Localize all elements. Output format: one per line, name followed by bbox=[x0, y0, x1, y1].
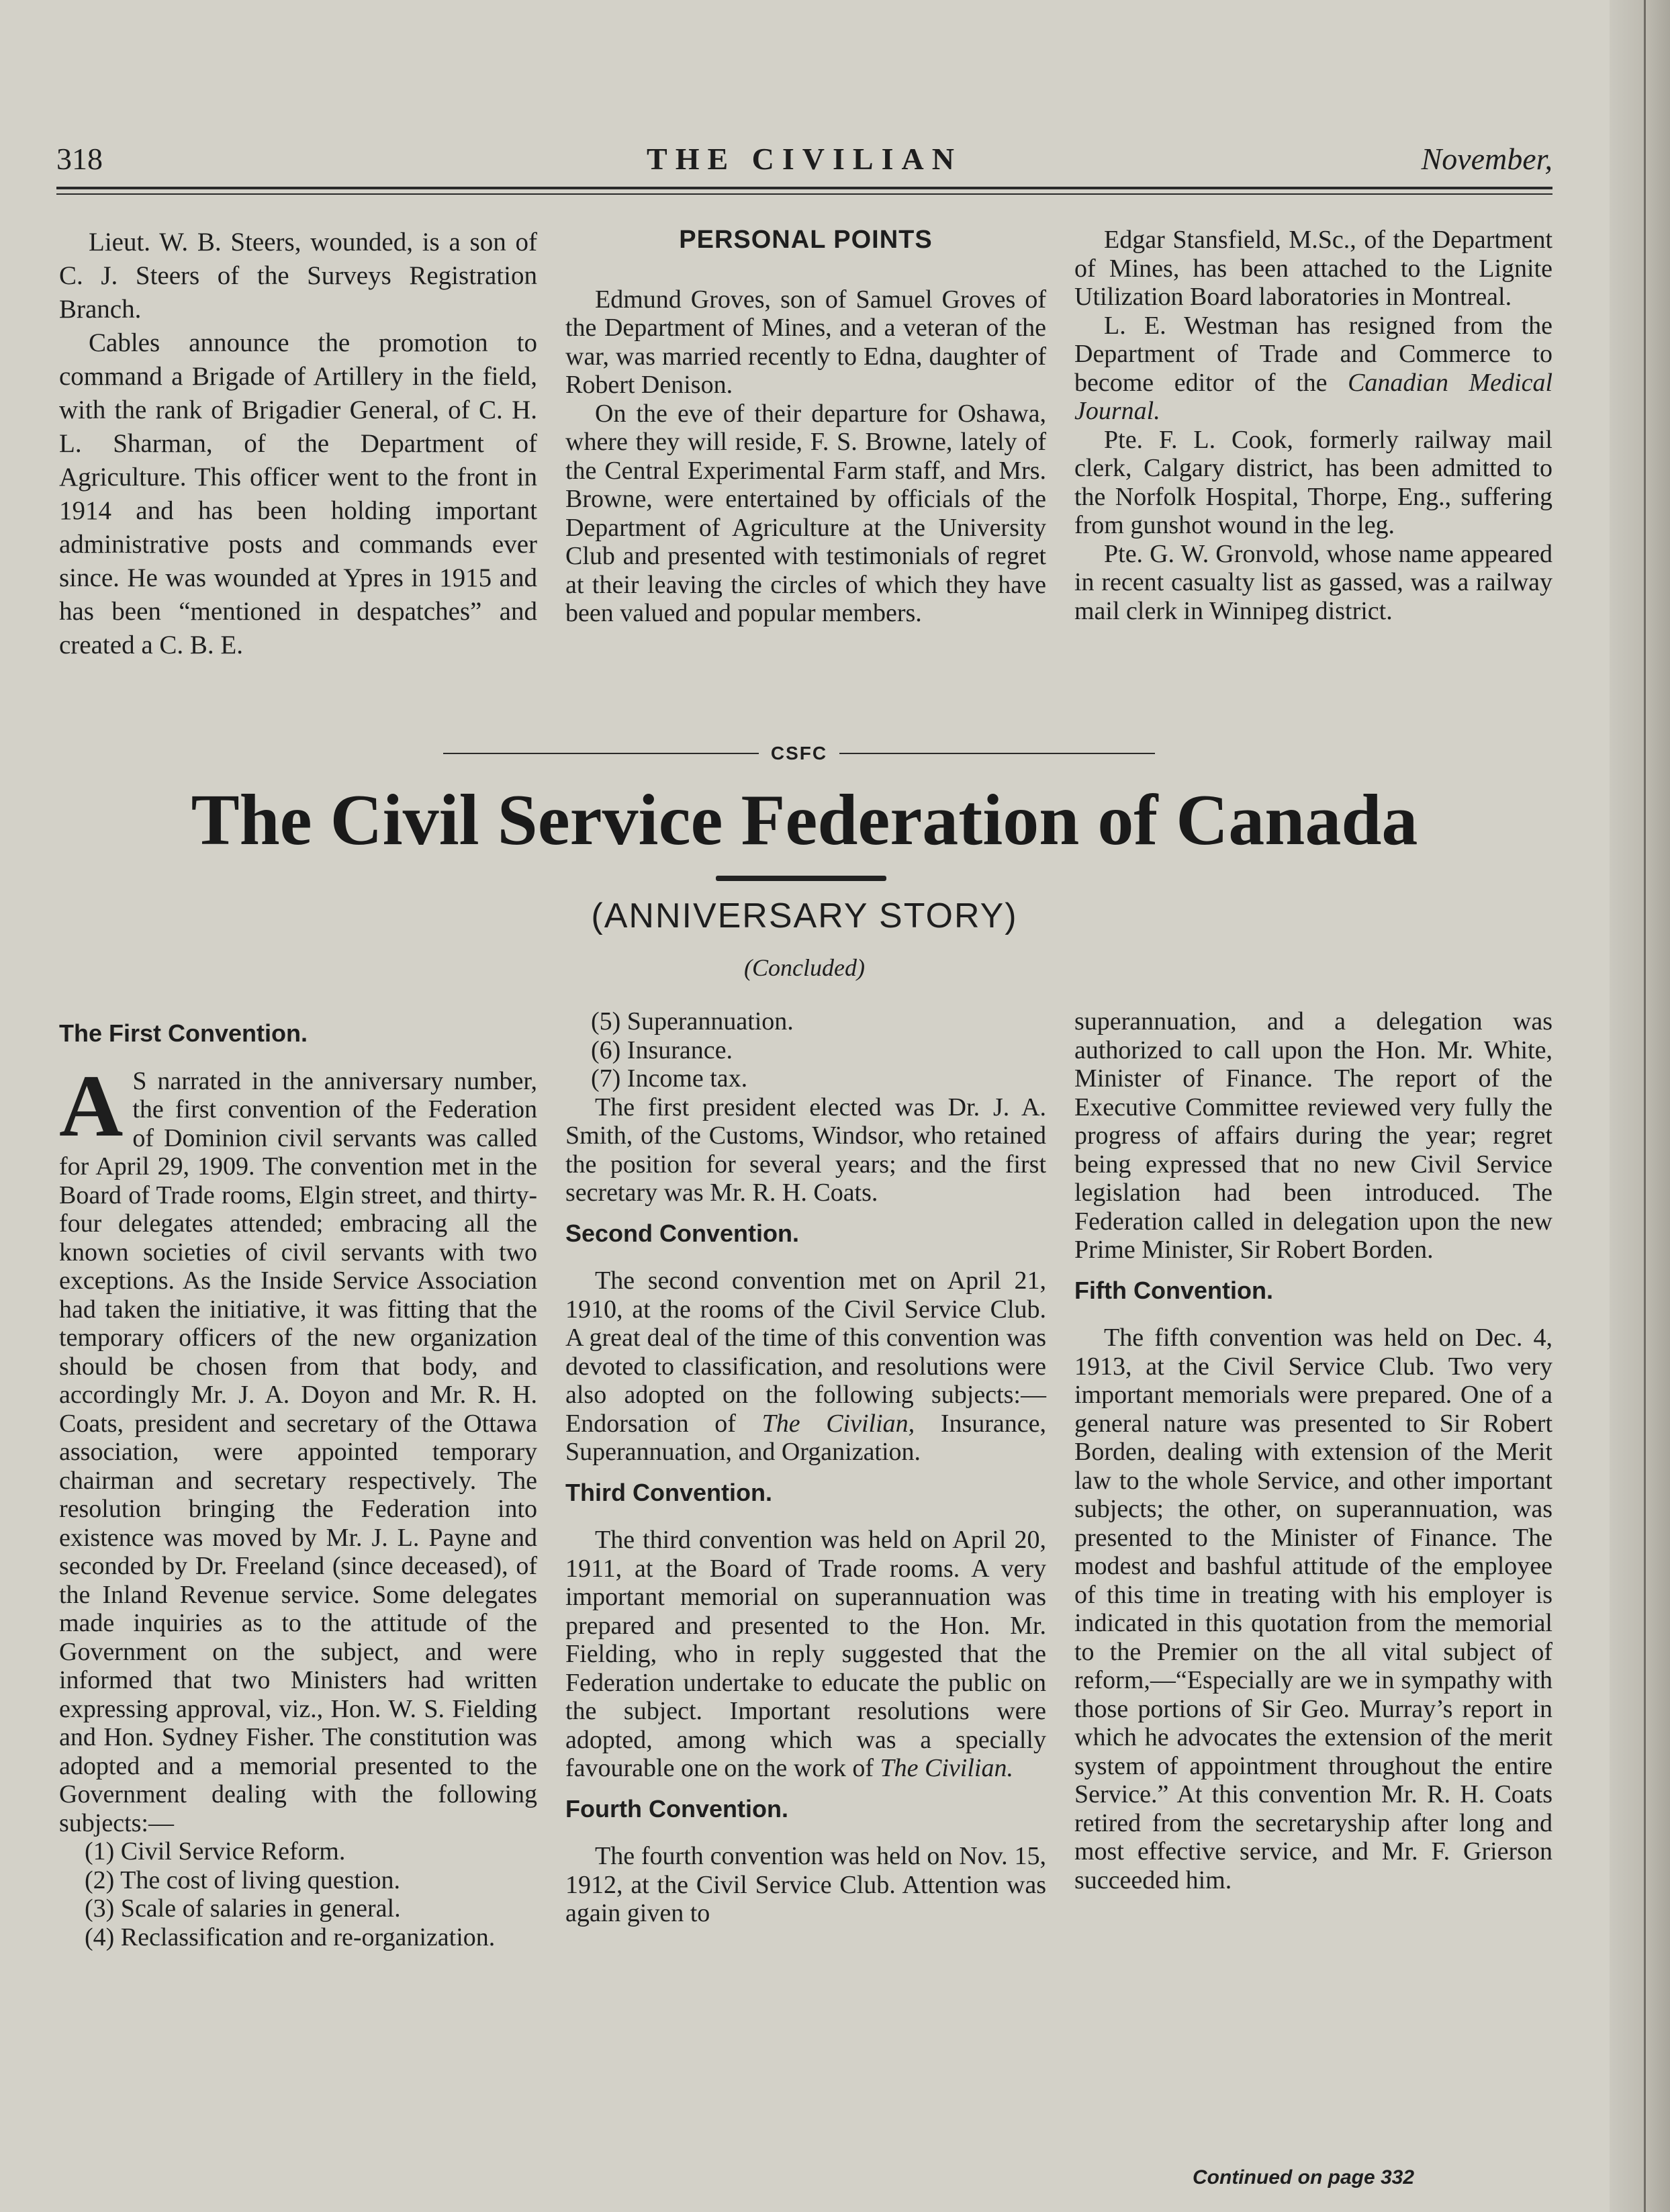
article-paragraph bbox=[565, 1266, 1046, 1467]
list-item: (4) Reclassification and re-organization. bbox=[85, 1923, 496, 1951]
article-paragraph: The fourth convention was held on Nov. 15, 1912, at the Civil Service Club. Attention was again given to bbox=[565, 1842, 1046, 1927]
concluded-note: (Concluded) bbox=[744, 954, 865, 981]
article-paragraph: The first president elected was Dr. J. A. Smith, of the Customs, Windsor, who retained the position for several years; and the first secretary was Mr. R. H. Coats. bbox=[565, 1093, 1046, 1207]
news-paragraph: On the eve of their departure for Oshawa, where they will reside, F. S. Browne, lately of the Central Experimental Farm staff, and Mrs. Browne, were entertained by officials of the Department of Agriculture at the University Club and presented with testimonials of regret at their leaving the circles of which they have been valued and popular members. bbox=[565, 399, 1046, 627]
subheading-fifth-convention: Fifth Convention. bbox=[1074, 1276, 1273, 1304]
news-text: L. E. Westman has resigned from the Department of Trade and Commerce to become editor of the bbox=[1074, 311, 1552, 397]
running-header bbox=[56, 141, 1552, 181]
section-divider bbox=[443, 743, 1155, 763]
issue-month: November, bbox=[1421, 142, 1552, 176]
running-title: THE CIVILIAN bbox=[647, 142, 962, 176]
continued-on-page-link[interactable]: Continued on page 332 bbox=[1193, 2166, 1415, 2188]
publication-name: The Civilian. bbox=[880, 1754, 1013, 1782]
article-title: The Civil Service Federation of Canada bbox=[191, 780, 1418, 860]
news-paragraph bbox=[1074, 312, 1552, 426]
list-item: (6) Insurance. bbox=[591, 1035, 733, 1064]
page-spine bbox=[1610, 0, 1670, 2212]
subheading-first-convention: The First Convention. bbox=[59, 1019, 308, 1047]
article-paragraph: The fifth convention was held on Dec. 4, 1913, at the Civil Service Club. Two very important memorials were prepared. One of a general nature was presented to Sir Robert Borden, dealing with extension of the Merit law to the whole Service, and other important subjects; the other, on superannuation, was presented to the Minister of Finance. The modest and bashful attitude of the employee of this time in treating with his employer is indicated in this quotation from the memorial to the Premier on the all vital subject of reform,—“Especially are we in sympathy with those portions of Sir Geo. Murray’s report in which he advocates the extension of the merit system of appointment throughout the entire Service.” At this convention Mr. R. H. Coats retired from the secretaryship after long and most effective service, and Mr. F. Grierson succeeded him. bbox=[1074, 1324, 1552, 1894]
news-paragraph: Edmund Groves, son of Samuel Groves of the Department of Mines, and a veteran of the war, was married recently to Edna, daughter of Robert Denison. bbox=[565, 285, 1046, 399]
title-underline bbox=[716, 876, 886, 881]
article-paragraph bbox=[565, 1526, 1046, 1783]
top-column-3 bbox=[1074, 226, 1552, 625]
subheading-third-convention: Third Convention. bbox=[565, 1478, 772, 1506]
top-column-2 bbox=[565, 226, 1046, 628]
article-text: Insurance, Superannuation, and Organization. bbox=[565, 1409, 1047, 1466]
news-paragraph: Pte. F. L. Cook, formerly railway mail clerk, Calgary district, has been admitted to the Norfolk Hospital, Thorpe, Eng., suffering from gunshot wound in the leg. bbox=[1074, 425, 1552, 539]
header-double-rule bbox=[56, 187, 1552, 195]
journal-name: Canadian Medical Journal. bbox=[1074, 368, 1553, 425]
article-column-1 bbox=[59, 1007, 537, 1951]
news-paragraph: Cables announce the promotion to command a Brigade of Artillery in the field, with the rank of Brigadier General, of C. H. L. Sharman, of the Department of Agriculture. This officer went to the front in 1914 and has been holding important administrative posts and commands ever since. He was wounded at Ypres in 1915 and has been “mentioned in despatches” and created a C. B. E. bbox=[59, 328, 537, 659]
article-paragraph bbox=[59, 1056, 537, 1838]
publication-name: The Civilian, bbox=[761, 1409, 915, 1438]
subheading-second-convention: Second Convention. bbox=[565, 1219, 800, 1247]
article-column-3 bbox=[1074, 1007, 1552, 1894]
divider-label: CSFC bbox=[770, 743, 828, 764]
news-paragraph: Edgar Stansfield, M.Sc., of the Department of Mines, has been attached to the Lignite Utilization Board laboratories in Montreal. bbox=[1074, 226, 1552, 311]
news-paragraph: Lieut. W. B. Steers, wounded, is a son of C. J. Steers of the Surveys Registration Branch. bbox=[59, 228, 537, 324]
top-column-1 bbox=[59, 226, 537, 662]
article-text: The second convention met on April 21, 1910, at the rooms of the Civil Service Club. A great deal of the time of this convention was devoted to classification, and resolutions were also adopted on the following subjects:—Endorsation of bbox=[565, 1266, 1046, 1438]
list-item: (1) Civil Service Reform. bbox=[85, 1837, 346, 1865]
list-item: (5) Superannuation. bbox=[591, 1007, 794, 1035]
article-subtitle: (ANNIVERSARY STORY) bbox=[591, 896, 1018, 935]
section-heading-personal-points: PERSONAL POINTS bbox=[679, 226, 933, 254]
drop-cap: A bbox=[59, 1056, 124, 1155]
article-text: S narrated in the anniversary number, the first convention of the Federation of Dominion civil servants was called for April 29, 1909. The convention met in the Board of Trade rooms, Elgin street, and thirty-four delegates attended; embracing all the known societies of civil servants with two exceptions. As the Inside Service Association had taken the initiative, it was fitting that the temporary officers of the new organization should be chosen from that body, and accordingly Mr. J. A. Doyon and Mr. R. H. Coats, president and secretary of the Ottawa association, were appointed temporary chairman and secretary respectively. The resolution bringing the Federation into existence was moved by Mr. J. L. Payne and seconded by Dr. Freeland (since deceased), of the Inland Revenue service. Some delegates made inquiries as to the attitude of the Government on the subject, and were informed that two Ministers had written expressing approval, viz., Hon. W. S. Fielding and Hon. Sydney Fisher. The constitution was adopted and a memorial presented to the Government dealing with the following subjects:— bbox=[59, 1066, 537, 1837]
article-text: The third convention was held on April 20, 1911, at the Board of Trade rooms. A very important memorial on superannuation was prepared and presented to the Hon. Mr. Fielding, who in reply suggested that the Federation undertake to educate the public on the subject. Important resolutions were adopted, among which was a specially favourable one on the work of bbox=[565, 1526, 1046, 1782]
news-paragraph: Pte. G. W. Gronvold, whose name appeared in recent casualty list as gassed, was a railway mail clerk in Winnipeg district. bbox=[1074, 539, 1552, 625]
list-item: (2) The cost of living question. bbox=[85, 1865, 401, 1894]
list-item: (7) Income tax. bbox=[591, 1064, 748, 1093]
spine-edge-line bbox=[1644, 0, 1646, 2212]
article-paragraph: superannuation, and a delegation was authorized to call upon the Hon. Mr. White, Minister of Finance. The report of the Executive Committee reviewed very fully the progress of affairs during the year; regret being expressed that no new Civil Service legislation had been introduced. The Federation called in delegation upon the new Prime Minister, Sir Robert Borden. bbox=[1074, 1007, 1552, 1264]
page-number: 318 bbox=[56, 142, 103, 176]
subheading-fourth-convention: Fourth Convention. bbox=[565, 1794, 788, 1823]
divider-line-right bbox=[839, 753, 1155, 754]
article-column-2 bbox=[565, 1007, 1046, 1928]
list-item: (3) Scale of salaries in general. bbox=[85, 1894, 401, 1923]
